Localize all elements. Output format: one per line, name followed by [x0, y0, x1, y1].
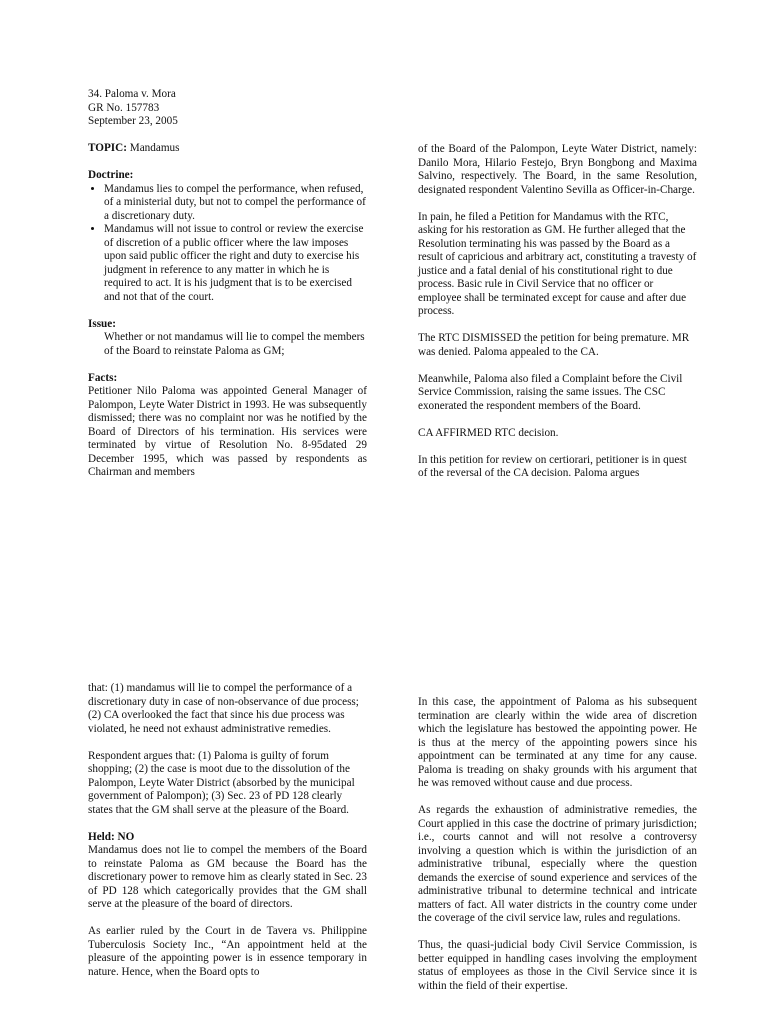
issue-text: Whether or not mandamus will lie to compel the members of the Board to reinstate Paloma as GM; — [104, 331, 365, 357]
de-tavera-paragraph: As earlier ruled by the Court in de Tavera vs. Philippine Tuberculosis Society Inc., “An appointment held at the pleasure of the appointing power is in essence temporary in nature. Hence, when the Board opts to — [88, 925, 367, 978]
held-heading: Held: NO — [88, 830, 135, 843]
right-column-bottom — [418, 696, 697, 993]
doctrine-list — [88, 183, 367, 305]
topic-value: Mandamus — [126, 142, 180, 154]
respondent-arguments-paragraph: Respondent argues that: (1) Paloma is guilty of forum shopping; (2) the case is moot due to the dissolution of the Palompon, Leyte Water District (absorbed by the municipal government of Palompon); (3) Sec. 23 of PD 128 clearly states that the GM shall serve at the pleasure of the Board. — [88, 749, 355, 816]
ca-affirmed-paragraph: CA AFFIRMED RTC decision. — [418, 426, 559, 439]
facts-continued-paragraph: of the Board of the Palompon, Leyte Water District, namely: Danilo Mora, Hilario Festejo, Bryn Bongbong and Maxima Salvino, respectively. The Board, in the same Resolution, designated respondent Valentino Sevilla as Officer-in-Charge. — [418, 143, 697, 196]
petitioner-arguments-paragraph: that: (1) mandamus will lie to compel the performance of a discretionary duty in case of non-observance of due process; (2) CA overlooked the fact that since his due process was violated, he need not exhaust administrative remedies. — [88, 682, 359, 735]
appointment-discretion-paragraph: In this case, the appointment of Paloma as his subsequent termination are clearly within the wide area of discretion which the legislature has bestowed the appointing power. He is thus at the mercy of the appointing powers since his appointment can be terminated at any time for any cause. Paloma is treading on shaky grounds with his argument that he was removed without cause and due process. — [418, 696, 697, 789]
topic-line — [88, 142, 367, 156]
left-column-bottom — [88, 682, 367, 979]
held-paragraph: Mandamus does not lie to compel the members of the Board to reinstate Paloma as GM because the Board has the discretionary power to remove him as clearly stated in Sec. 23 of PD 128 which categorically provides that the GM shall serve at the pleasure of the board of directors. — [88, 844, 367, 910]
case-date: September 23, 2005 — [88, 115, 178, 127]
csc-complaint-paragraph: Meanwhile, Paloma also filed a Complaint before the Civil Service Commission, raising the same issues. The CSC exonerated the respondent members of the Board. — [418, 372, 683, 412]
rtc-dismissal-paragraph: The RTC DISMISSED the petition for being premature. MR was denied. Paloma appealed to the CA. — [418, 332, 690, 358]
doctrine-item: • Mandamus will not issue to control or review the exercise of discretion of a public officer where the law imposes upon said public officer the right and duty to exercise his judgment in reference to any matter in which he is required to act. It is his judgment that is to be exercised and not that of the court. — [104, 223, 367, 304]
csc-expertise-paragraph: Thus, the quasi-judicial body Civil Service Commission, is better equipped in handling cases involving the employment status of employees as those in the Civil Service since it is within the field of their expertise. — [418, 939, 697, 992]
exhaustion-paragraph: As regards the exhaustion of administrative remedies, the Court applied in this case the doctrine of primary jurisdiction; i.e., courts cannot and will not resolve a controversy involving a question which is within the jurisdiction of an administrative tribunal, especially where the question demands the exercise of sound experience and services of the administrative tribunal to determine technical and intricate matters of fact. All water districts in the country come under the coverage of the civil service law, rules and regulations. — [418, 804, 697, 924]
topic-label: TOPIC: — [88, 142, 127, 154]
issue-heading: Issue: — [88, 317, 116, 330]
right-column-top — [418, 143, 697, 481]
facts-paragraph: Petitioner Nilo Paloma was appointed General Manager of Palompon, Leyte Water District in 1993. He was subsequently dismissed; there was no complaint nor was he notified by the Board of Directors of his termination. His services were terminated by virtue of Resolution No. 8-95dated 29 December 1995, which was passed by respondents as Chairman and members — [88, 385, 367, 478]
left-column-top — [88, 88, 367, 480]
certiorari-paragraph: In this petition for review on certiorari, petitioner is in quest of the reversal of the CA decision. Paloma argues — [418, 453, 687, 479]
facts-heading: Facts: — [88, 371, 118, 384]
doctrine-heading: Doctrine: — [88, 169, 134, 181]
mandamus-petition-paragraph: In pain, he filed a Petition for Mandamus with the RTC, asking for his restoration as GM. He further alleged that the Resolution terminating his was passed by the Board as a result of capricious and arbitrary act, constituting a travesty of justice and a fatal denial of his constitutional right to due process. Basic rule in Civil Service that no officer or employee shall be terminated except for cause and after due process. — [418, 210, 697, 317]
case-title: 34. Paloma v. Mora — [88, 88, 176, 100]
gr-number: GR No. 157783 — [88, 101, 160, 114]
doctrine-item: • Mandamus lies to compel the performance, when refused, of a ministerial duty, but not to compel the performance of a discretionary duty. — [104, 183, 367, 224]
